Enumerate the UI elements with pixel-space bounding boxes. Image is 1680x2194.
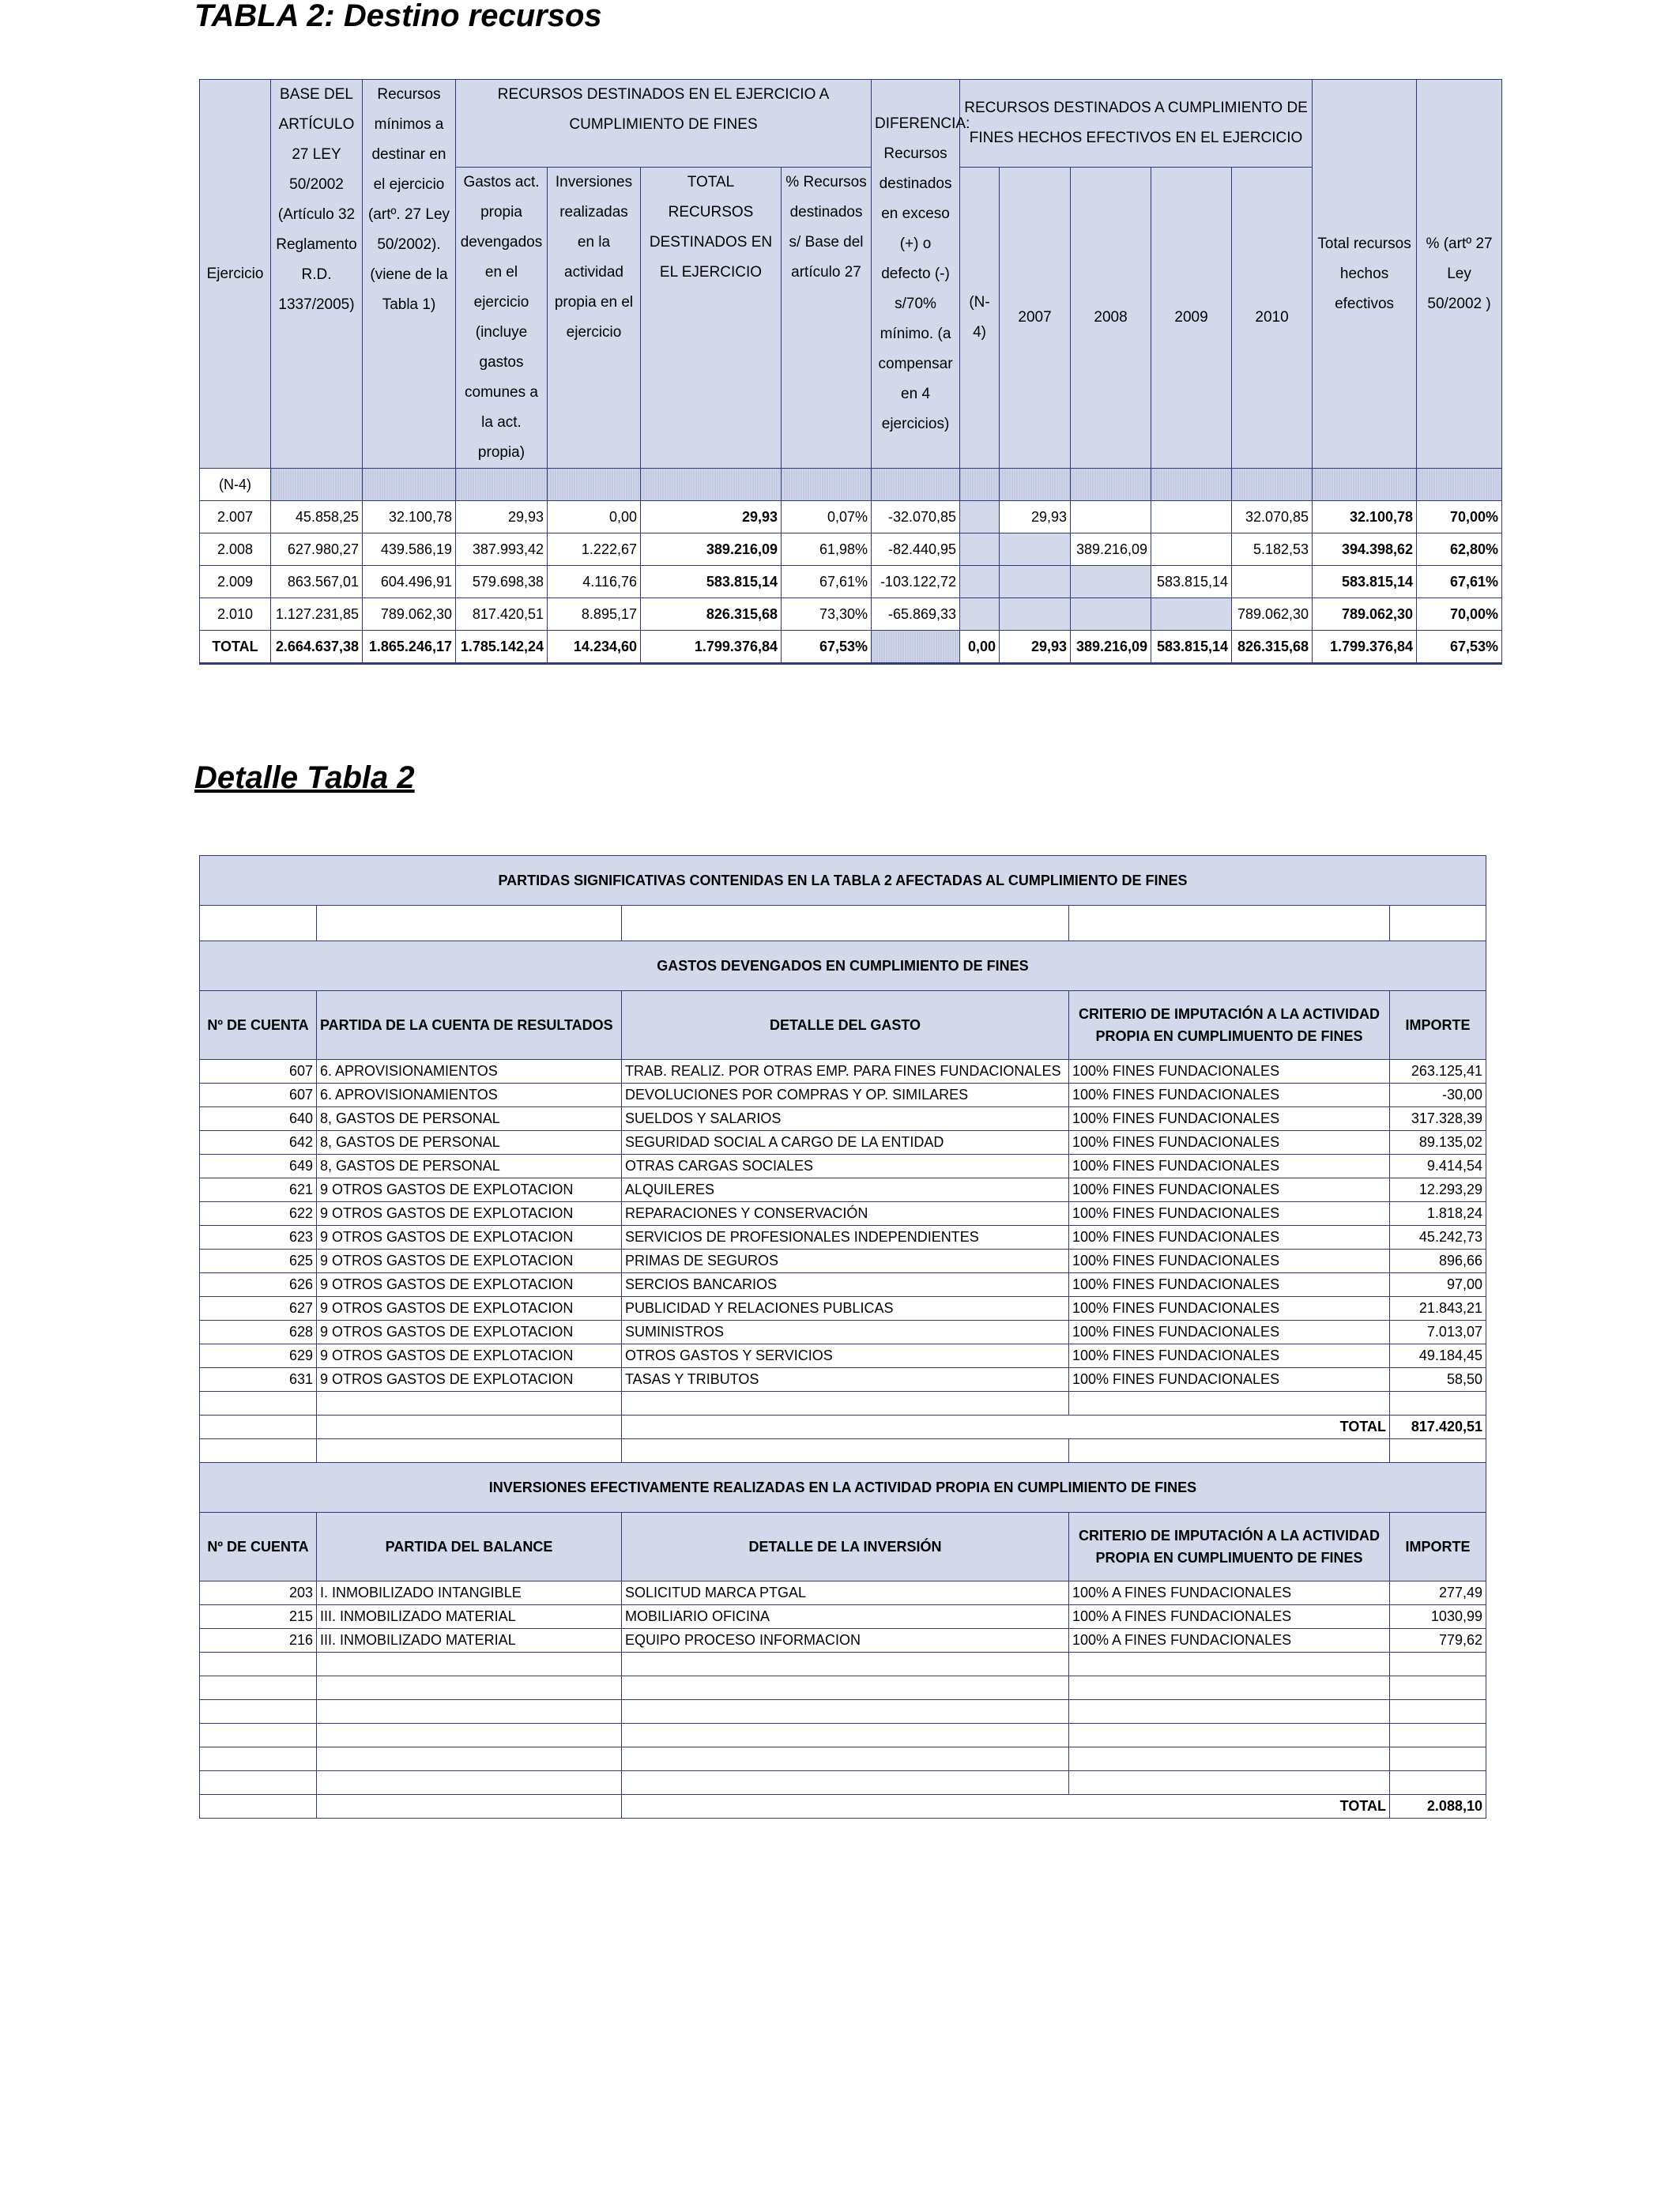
cell-partida: 8, GASTOS DE PERSONAL	[317, 1155, 622, 1178]
cell-ejercicio: 2.010	[200, 598, 271, 631]
empty-row	[200, 1439, 1486, 1463]
cell-base: 863.567,01	[271, 566, 363, 598]
cell-gastos: 29,93	[456, 501, 548, 533]
group-hechos-header: RECURSOS DESTINADOS A CUMPLIMIENTO DE FINES HECHOS EFECTIVOS EN EL EJERCICIO	[960, 80, 1313, 168]
cell-importe: 7.013,07	[1390, 1321, 1486, 1344]
destino-recursos-table	[199, 79, 1502, 665]
section-inversiones-row	[200, 1463, 1486, 1513]
cell-cuenta: 625	[200, 1250, 317, 1273]
section-gastos-row	[200, 941, 1486, 991]
cell-criterio: 100% FINES FUNDACIONALES	[1069, 1321, 1390, 1344]
cell-detalle: DEVOLUCIONES POR COMPRAS Y OP. SIMILARES	[622, 1084, 1069, 1107]
cell-cuenta: 215	[200, 1605, 317, 1629]
cell-importe: -30,00	[1390, 1084, 1486, 1107]
cell-criterio: 100% FINES FUNDACIONALES	[1069, 1202, 1390, 1226]
cell-detalle: PRIMAS DE SEGUROS	[622, 1250, 1069, 1273]
cell-pct: 61,98%	[782, 533, 872, 566]
cell-n4	[960, 598, 1000, 631]
col-gastos-header	[456, 168, 548, 469]
cell-partida: 9 OTROS GASTOS DE EXPLOTACION	[317, 1226, 622, 1250]
cell-ejercicio: 2.007	[200, 501, 271, 533]
cell-detalle: OTROS GASTOS Y SERVICIOS	[622, 1344, 1069, 1368]
cell-pct27: 70,00%	[1417, 501, 1502, 533]
cell-y2007: 29,93	[1000, 631, 1071, 664]
col-ejercicio-header: Ejercicio	[200, 80, 271, 469]
cell-importe: 779,62	[1390, 1629, 1486, 1653]
cell-y2007: 29,93	[1000, 501, 1071, 533]
cell-cuenta: 607	[200, 1084, 317, 1107]
col-year-2010-header: 2010	[1232, 168, 1313, 469]
cell-diferencia: -103.122,72	[872, 566, 960, 598]
cell-detalle: EQUIPO PROCESO INFORMACION	[622, 1629, 1069, 1653]
cell-gastos: 817.420,51	[456, 598, 548, 631]
header-row-1	[200, 80, 1502, 168]
col-total-hechos-header: Total recursos hechos efectivos	[1313, 80, 1417, 469]
cell-y2010	[1232, 566, 1313, 598]
cell-y2009	[1151, 501, 1232, 533]
cell-criterio: 100% FINES FUNDACIONALES	[1069, 1226, 1390, 1250]
cell-partida: 8, GASTOS DE PERSONAL	[317, 1107, 622, 1131]
empty-row	[200, 1653, 1486, 1676]
cell-y2010: 32.070,85	[1232, 501, 1313, 533]
cell-n4	[960, 501, 1000, 533]
cell-cuenta: 622	[200, 1202, 317, 1226]
col-criterio-header: CRITERIO DE IMPUTACIÓN A LA ACTIVIDAD PROPIA EN CUMPLIMUENTO DE FINES	[1069, 1513, 1390, 1581]
cell-minimos: 604.496,91	[363, 566, 456, 598]
table-row	[200, 1226, 1486, 1250]
col-inversiones-header: Inversiones realizadas en la actividad propia en el ejercicio	[548, 168, 641, 469]
table-row	[200, 1629, 1486, 1653]
cell-total: 1.799.376,84	[641, 631, 782, 664]
col-cuenta-header: Nº DE CUENTA	[200, 991, 317, 1060]
cell-pct27: 70,00%	[1417, 598, 1502, 631]
cell-diferencia: -82.440,95	[872, 533, 960, 566]
cell-detalle: SUMINISTROS	[622, 1321, 1069, 1344]
table-row-2008	[200, 533, 1502, 566]
cell-y2010: 5.182,53	[1232, 533, 1313, 566]
cell-ejercicio: TOTAL	[200, 631, 271, 664]
cell-detalle: SOLICITUD MARCA PTGAL	[622, 1581, 1069, 1605]
cell-inversiones: 1.222,67	[548, 533, 641, 566]
cell-criterio: 100% FINES FUNDACIONALES	[1069, 1250, 1390, 1273]
table-row	[200, 1273, 1486, 1297]
blank-row	[200, 906, 1486, 941]
gastos-total-row	[200, 1416, 1486, 1439]
cell-partida: 9 OTROS GASTOS DE EXPLOTACION	[317, 1273, 622, 1297]
col-base-header: BASE DEL ARTÍCULO 27 LEY 50/2002 (Artículo 32 Reglamento R.D. 1337/2005)	[271, 80, 363, 469]
gastos-total-value: 817.420,51	[1390, 1416, 1486, 1439]
cell-cuenta: 629	[200, 1344, 317, 1368]
detalle-table	[199, 855, 1486, 1819]
cell-y2009: 583.815,14	[1151, 566, 1232, 598]
cell-importe: 9.414,54	[1390, 1155, 1486, 1178]
inversiones-total-value: 2.088,10	[1390, 1795, 1486, 1819]
tabla2-title: TABLA 2: Destino recursos	[194, 0, 602, 33]
col-partida-header: PARTIDA DEL BALANCE	[317, 1513, 622, 1581]
table-row	[200, 1581, 1486, 1605]
table-row	[200, 1344, 1486, 1368]
cell-ejercicio: 2.009	[200, 566, 271, 598]
inversiones-total-row	[200, 1795, 1486, 1819]
col-total-header: TOTAL RECURSOS DESTINADOS EN EL EJERCICIO	[641, 168, 782, 469]
cell-diferencia: -32.070,85	[872, 501, 960, 533]
empty-row	[200, 1747, 1486, 1771]
n4-row	[200, 469, 1502, 501]
table-row	[200, 1321, 1486, 1344]
detalle-title: Detalle Tabla 2	[194, 760, 415, 795]
cell-importe: 277,49	[1390, 1581, 1486, 1605]
col-minimos-header	[363, 80, 456, 469]
cell-criterio: 100% A FINES FUNDACIONALES	[1069, 1581, 1390, 1605]
cell-total: 583.815,14	[641, 566, 782, 598]
cell-total-hechos: 32.100,78	[1313, 501, 1417, 533]
cell-diferencia	[872, 631, 960, 664]
col-detalle-header: DETALLE DE LA INVERSIÓN	[622, 1513, 1069, 1581]
cell-base: 627.980,27	[271, 533, 363, 566]
cell-cuenta: 607	[200, 1060, 317, 1084]
cell-detalle: REPARACIONES Y CONSERVACIÓN	[622, 1202, 1069, 1226]
cell-pct27: 62,80%	[1417, 533, 1502, 566]
cell-importe: 45.242,73	[1390, 1226, 1486, 1250]
cell-criterio: 100% FINES FUNDACIONALES	[1069, 1155, 1390, 1178]
col-year-n4-header: (N-4)	[960, 168, 1000, 469]
cell-minimos: 439.586,19	[363, 533, 456, 566]
table-row	[200, 1368, 1486, 1392]
cell-importe: 263.125,41	[1390, 1060, 1486, 1084]
cell-partida: 6. APROVISIONAMIENTOS	[317, 1060, 622, 1084]
section-main-row	[200, 856, 1486, 906]
minimos-header-text: Recursos mínimos a destinar en el ejercicio (artº. 27 Ley 50/2002).	[367, 86, 450, 253]
cell-pct: 73,30%	[782, 598, 872, 631]
cell-total: 826.315,68	[641, 598, 782, 631]
minimos-header-note: (viene de la Tabla 1)	[370, 266, 448, 313]
table-row	[200, 1178, 1486, 1202]
gastos-total-label: TOTAL	[622, 1416, 1390, 1439]
col-detalle-header: DETALLE DEL GASTO	[622, 991, 1069, 1060]
cell-partida: III. INMOBILIZADO MATERIAL	[317, 1605, 622, 1629]
col-year-2007-header: 2007	[1000, 168, 1071, 469]
col-importe-header: IMPORTE	[1390, 991, 1486, 1060]
cell-partida: 9 OTROS GASTOS DE EXPLOTACION	[317, 1202, 622, 1226]
cell-base: 1.127.231,85	[271, 598, 363, 631]
gastos-rows	[200, 1060, 1486, 1392]
cell-cuenta: 628	[200, 1321, 317, 1344]
cell-detalle: TRAB. REALIZ. POR OTRAS EMP. PARA FINES FUNDACIONALES	[622, 1060, 1069, 1084]
cell-pct27: 67,61%	[1417, 566, 1502, 598]
diferencia-header-text: DIFERENCIA: Recursos destinados en exceso (+) o defecto (-) s/70% mínimo.	[875, 115, 970, 342]
cell-total: 389.216,09	[641, 533, 782, 566]
cell-importe: 97,00	[1390, 1273, 1486, 1297]
cell-importe: 21.843,21	[1390, 1297, 1486, 1321]
cell-cuenta: 627	[200, 1297, 317, 1321]
cell-pct: 67,61%	[782, 566, 872, 598]
cell-partida: III. INMOBILIZADO MATERIAL	[317, 1629, 622, 1653]
cell-cuenta: 626	[200, 1273, 317, 1297]
cell-total-hechos: 789.062,30	[1313, 598, 1417, 631]
cell-partida: I. INMOBILIZADO INTANGIBLE	[317, 1581, 622, 1605]
cell-partida: 9 OTROS GASTOS DE EXPLOTACION	[317, 1297, 622, 1321]
inversiones-column-headers	[200, 1513, 1486, 1581]
cell-cuenta: 203	[200, 1581, 317, 1605]
col-pct-header: % Recursos destinados s/ Base del artículo 27	[782, 168, 872, 469]
cell-criterio: 100% FINES FUNDACIONALES	[1069, 1297, 1390, 1321]
cell-criterio: 100% FINES FUNDACIONALES	[1069, 1107, 1390, 1131]
cell-detalle: SERVICIOS DE PROFESIONALES INDEPENDIENTES	[622, 1226, 1069, 1250]
cell-criterio: 100% FINES FUNDACIONALES	[1069, 1178, 1390, 1202]
cell-criterio: 100% FINES FUNDACIONALES	[1069, 1131, 1390, 1155]
col-importe-header: IMPORTE	[1390, 1513, 1486, 1581]
cell-importe: 58,50	[1390, 1368, 1486, 1392]
cell-gastos: 387.993,42	[456, 533, 548, 566]
col-cuenta-header: Nº DE CUENTA	[200, 1513, 317, 1581]
cell-importe: 49.184,45	[1390, 1344, 1486, 1368]
empty-row	[200, 1771, 1486, 1795]
cell-gastos: 579.698,38	[456, 566, 548, 598]
cell-inversiones: 0,00	[548, 501, 641, 533]
cell-partida: 9 OTROS GASTOS DE EXPLOTACION	[317, 1368, 622, 1392]
section-inversiones-header: INVERSIONES EFECTIVAMENTE REALIZADAS EN LA ACTIVIDAD PROPIA EN CUMPLIMIENTO DE FINES	[200, 1463, 1486, 1513]
empty-row	[200, 1700, 1486, 1724]
cell-pct: 0,07%	[782, 501, 872, 533]
cell-partida: 9 OTROS GASTOS DE EXPLOTACION	[317, 1250, 622, 1273]
cell-detalle: ALQUILERES	[622, 1178, 1069, 1202]
cell-minimos: 789.062,30	[363, 598, 456, 631]
cell-y2010: 789.062,30	[1232, 598, 1313, 631]
cell-importe: 896,66	[1390, 1250, 1486, 1273]
cell-total: 29,93	[641, 501, 782, 533]
col-pct27-header: % (artº 27 Ley 50/2002 )	[1417, 80, 1502, 469]
table-row	[200, 1605, 1486, 1629]
gastos-header-note: (incluye gastos comunes a la act. propia)	[465, 324, 538, 461]
cell-base: 45.858,25	[271, 501, 363, 533]
cell-cuenta: 631	[200, 1368, 317, 1392]
cell-importe: 317.328,39	[1390, 1107, 1486, 1131]
gastos-header-text: Gastos act. propia devengados en el ejercicio	[460, 174, 543, 311]
col-criterio-header: CRITERIO DE IMPUTACIÓN A LA ACTIVIDAD PROPIA EN CUMPLIMUENTO DE FINES	[1069, 991, 1390, 1060]
cell-base: 2.664.637,38	[271, 631, 363, 664]
cell-y2008	[1071, 598, 1151, 631]
cell-y2007	[1000, 598, 1071, 631]
table-row-total	[200, 631, 1502, 664]
cell-y2007	[1000, 533, 1071, 566]
cell-y2009: 583.815,14	[1151, 631, 1232, 664]
table-row	[200, 1297, 1486, 1321]
cell-importe: 1.818,24	[1390, 1202, 1486, 1226]
gastos-column-headers	[200, 991, 1486, 1060]
inversiones-rows	[200, 1581, 1486, 1653]
table-row-2009	[200, 566, 1502, 598]
cell-detalle: PUBLICIDAD Y RELACIONES PUBLICAS	[622, 1297, 1069, 1321]
cell-detalle: MOBILIARIO OFICINA	[622, 1605, 1069, 1629]
cell-importe: 89.135,02	[1390, 1131, 1486, 1155]
diferencia-header-note: (a compensar en 4 ejercicios)	[878, 325, 953, 432]
cell-partida: 9 OTROS GASTOS DE EXPLOTACION	[317, 1344, 622, 1368]
cell-y2010: 826.315,68	[1232, 631, 1313, 664]
cell-y2007	[1000, 566, 1071, 598]
col-year-2008-header: 2008	[1071, 168, 1151, 469]
cell-total-hechos: 394.398,62	[1313, 533, 1417, 566]
cell-minimos: 32.100,78	[363, 501, 456, 533]
table-row-2007	[200, 501, 1502, 533]
cell-inversiones: 4.116,76	[548, 566, 641, 598]
cell-criterio: 100% A FINES FUNDACIONALES	[1069, 1629, 1390, 1653]
cell-n4	[960, 533, 1000, 566]
cell-y2008: 389.216,09	[1071, 631, 1151, 664]
cell-ejercicio: 2.008	[200, 533, 271, 566]
cell-partida: 9 OTROS GASTOS DE EXPLOTACION	[317, 1178, 622, 1202]
cell-n4	[960, 566, 1000, 598]
cell-detalle: TASAS Y TRIBUTOS	[622, 1368, 1069, 1392]
cell-detalle: SUELDOS Y SALARIOS	[622, 1107, 1069, 1131]
cell-minimos: 1.865.246,17	[363, 631, 456, 664]
cell-y2009	[1151, 533, 1232, 566]
cell-criterio: 100% FINES FUNDACIONALES	[1069, 1084, 1390, 1107]
cell-detalle: OTRAS CARGAS SOCIALES	[622, 1155, 1069, 1178]
cell-importe: 1030,99	[1390, 1605, 1486, 1629]
group-destinados-header: RECURSOS DESTINADOS EN EL EJERCICIO A CUMPLIMIENTO DE FINES	[456, 80, 872, 168]
col-year-2009-header: 2009	[1151, 168, 1232, 469]
cell-inversiones: 14.234,60	[548, 631, 641, 664]
cell-detalle: SERCIOS BANCARIOS	[622, 1273, 1069, 1297]
inversiones-total-label: TOTAL	[622, 1795, 1390, 1819]
table-row	[200, 1060, 1486, 1084]
cell-partida: 6. APROVISIONAMIENTOS	[317, 1084, 622, 1107]
cell-pct: 67,53%	[782, 631, 872, 664]
cell-cuenta: 623	[200, 1226, 317, 1250]
cell-criterio: 100% FINES FUNDACIONALES	[1069, 1368, 1390, 1392]
table-row	[200, 1250, 1486, 1273]
table-row-2010	[200, 598, 1502, 631]
cell-cuenta: 642	[200, 1131, 317, 1155]
n4-label: (N-4)	[200, 469, 271, 501]
cell-criterio: 100% FINES FUNDACIONALES	[1069, 1060, 1390, 1084]
col-partida-header: PARTIDA DE LA CUENTA DE RESULTADOS	[317, 991, 622, 1060]
cell-cuenta: 640	[200, 1107, 317, 1131]
table-row	[200, 1084, 1486, 1107]
cell-pct27: 67,53%	[1417, 631, 1502, 664]
cell-importe: 12.293,29	[1390, 1178, 1486, 1202]
cell-criterio: 100% A FINES FUNDACIONALES	[1069, 1605, 1390, 1629]
cell-partida: 9 OTROS GASTOS DE EXPLOTACION	[317, 1321, 622, 1344]
cell-y2009	[1151, 598, 1232, 631]
cell-y2008	[1071, 501, 1151, 533]
cell-n4: 0,00	[960, 631, 1000, 664]
section-gastos-header: GASTOS DEVENGADOS EN CUMPLIMIENTO DE FINES	[200, 941, 1486, 991]
empty-row	[200, 1724, 1486, 1747]
cell-gastos: 1.785.142,24	[456, 631, 548, 664]
cell-inversiones: 8.895,17	[548, 598, 641, 631]
cell-total-hechos: 1.799.376,84	[1313, 631, 1417, 664]
table-row	[200, 1107, 1486, 1131]
cell-diferencia: -65.869,33	[872, 598, 960, 631]
cell-cuenta: 649	[200, 1155, 317, 1178]
col-diferencia-header	[872, 80, 970, 469]
empty-row	[200, 1676, 1486, 1700]
cell-y2008: 389.216,09	[1071, 533, 1151, 566]
cell-criterio: 100% FINES FUNDACIONALES	[1069, 1344, 1390, 1368]
cell-detalle: SEGURIDAD SOCIAL A CARGO DE LA ENTIDAD	[622, 1131, 1069, 1155]
cell-y2008	[1071, 566, 1151, 598]
table-row	[200, 1131, 1486, 1155]
cell-partida: 8, GASTOS DE PERSONAL	[317, 1131, 622, 1155]
empty-row	[200, 1392, 1486, 1416]
cell-cuenta: 216	[200, 1629, 317, 1653]
section-main-header: PARTIDAS SIGNIFICATIVAS CONTENIDAS EN LA TABLA 2 AFECTADAS AL CUMPLIMIENTO DE FINES	[200, 856, 1486, 906]
cell-criterio: 100% FINES FUNDACIONALES	[1069, 1273, 1390, 1297]
cell-cuenta: 621	[200, 1178, 317, 1202]
table-row	[200, 1202, 1486, 1226]
table-row	[200, 1155, 1486, 1178]
cell-total-hechos: 583.815,14	[1313, 566, 1417, 598]
